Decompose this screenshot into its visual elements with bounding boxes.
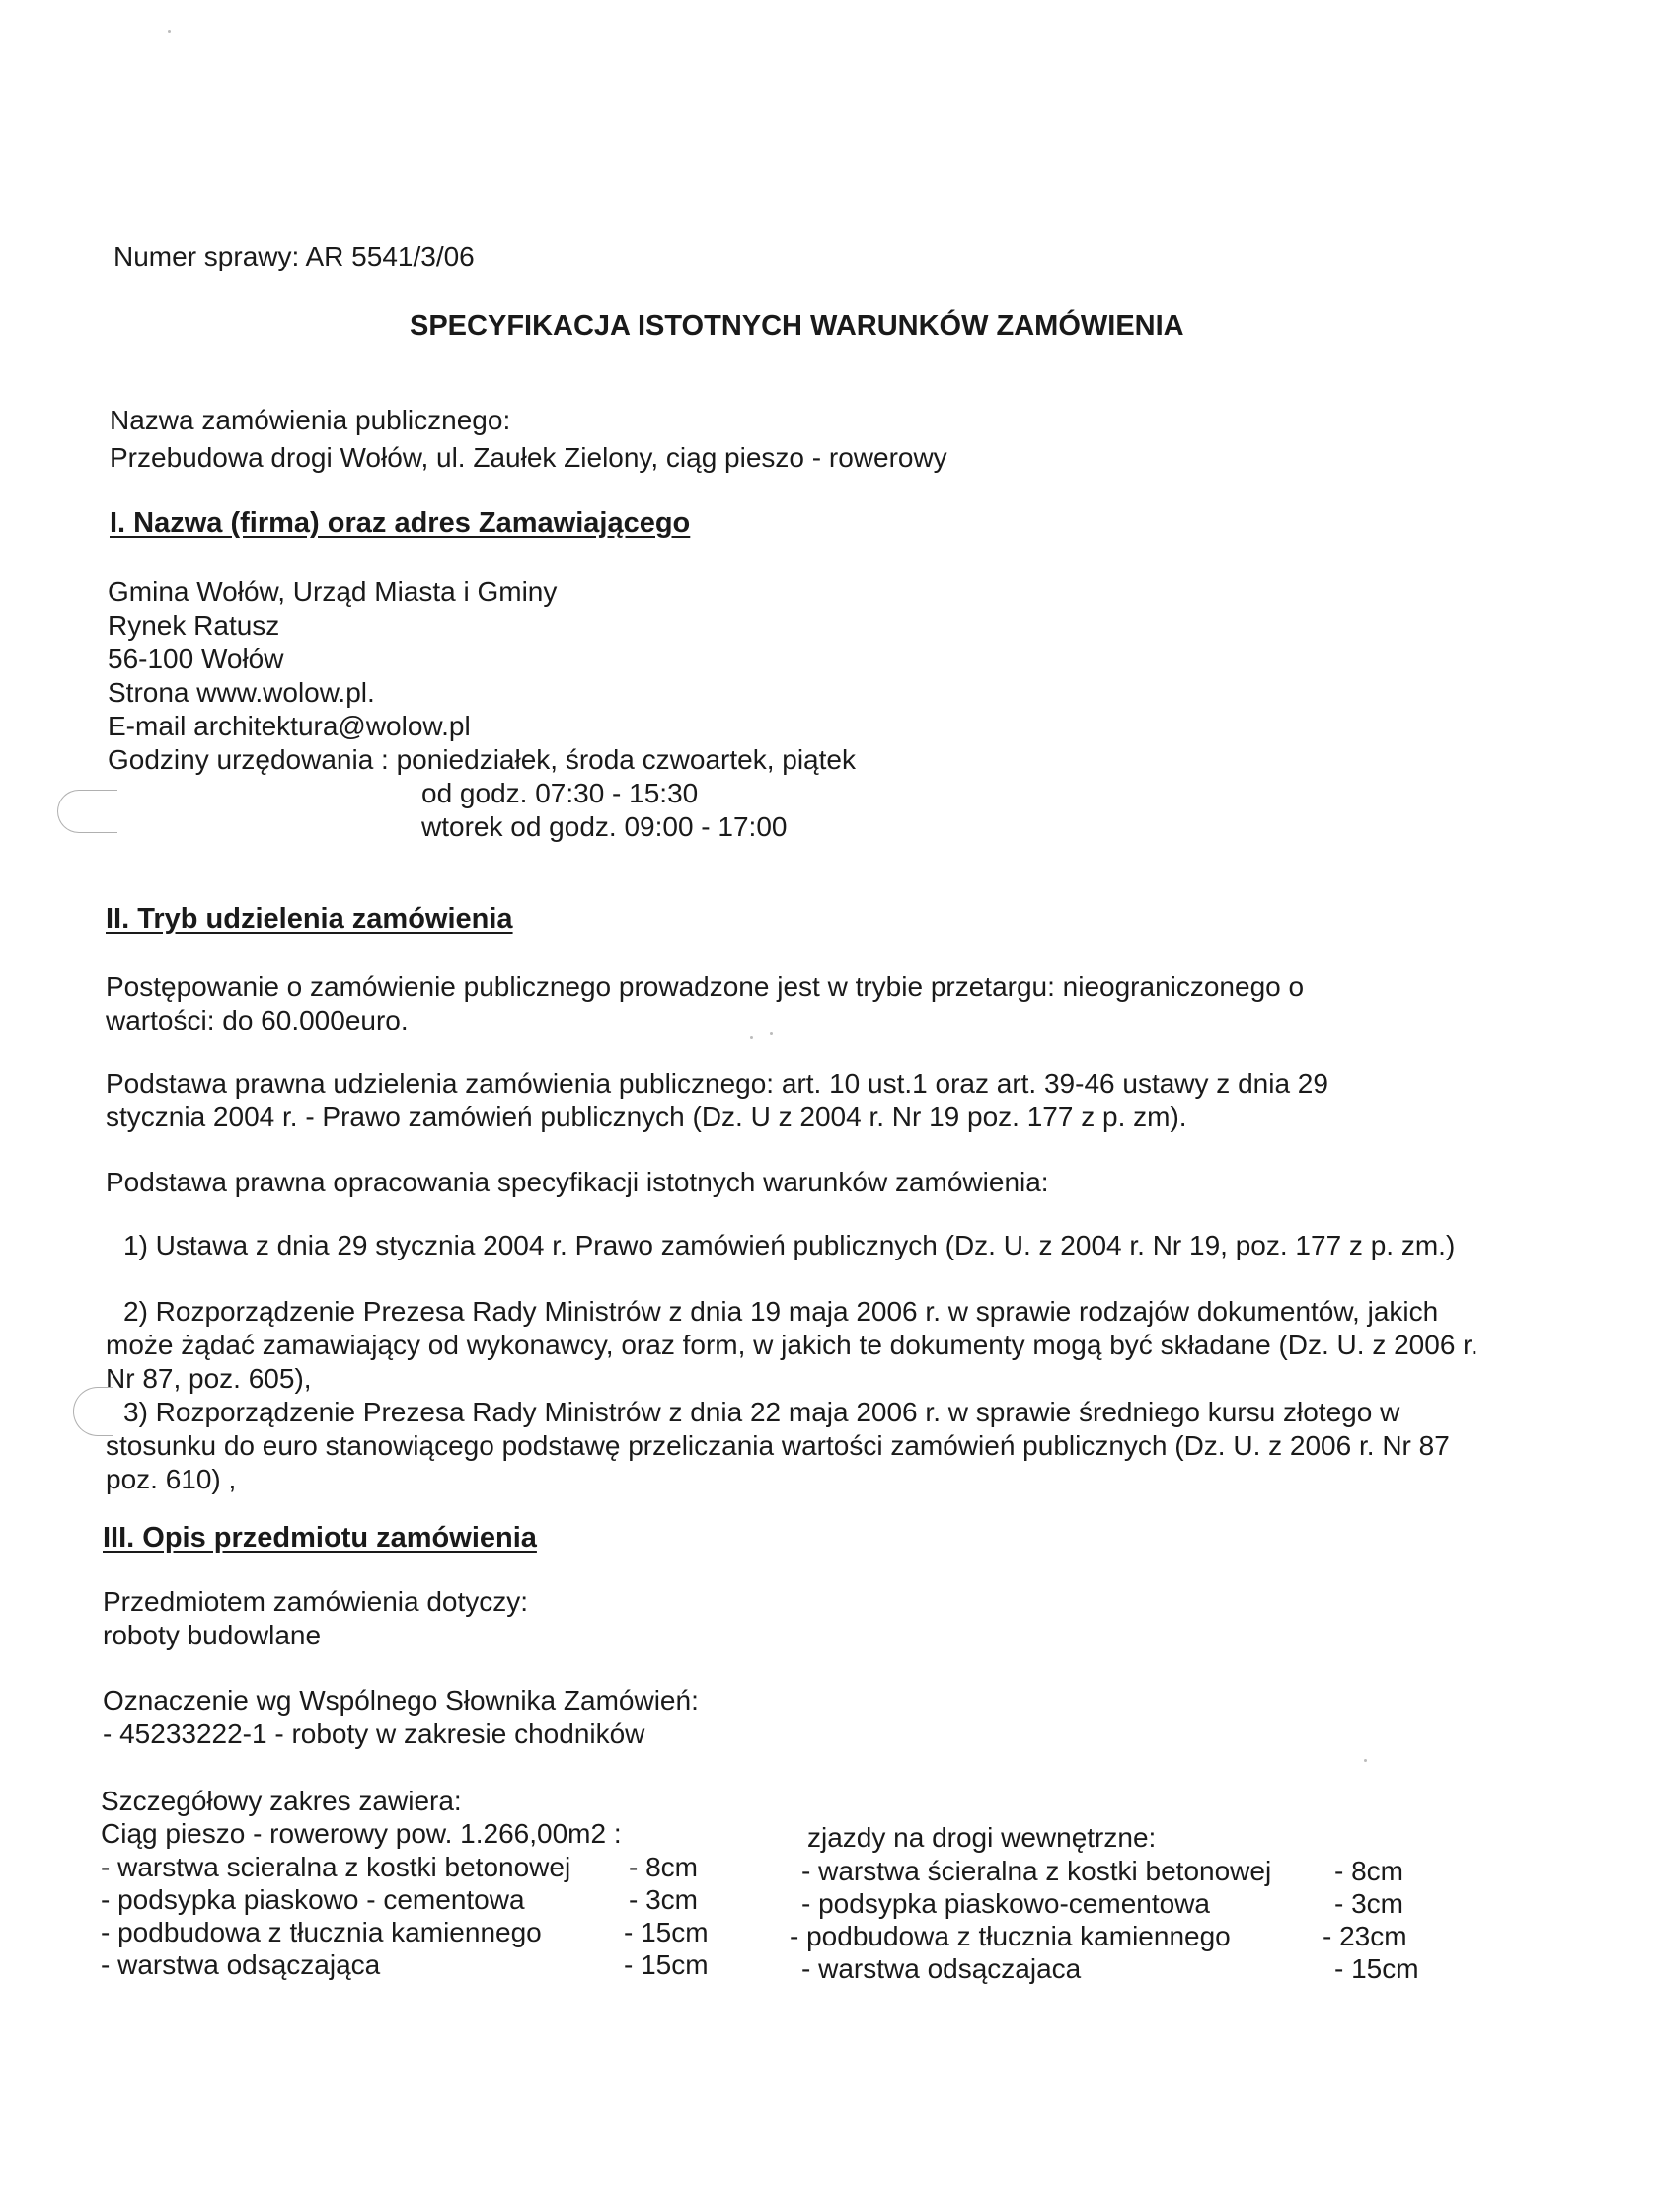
- order-name-label: Nazwa zamówienia publicznego:: [110, 405, 511, 435]
- scan-speck: [168, 30, 171, 33]
- section-1-heading: I. Nazwa (firma) oraz adres Zamawiającego: [110, 507, 691, 539]
- website-line: Strona www.wolow.pl.: [108, 677, 375, 708]
- office-hours-line-3: wtorek od godz. 09:00 - 17:00: [421, 811, 788, 842]
- layer-name: - podsypka piaskowo-cementowa: [801, 1888, 1210, 1919]
- layer-name: - podbudowa z tłucznia kamiennego: [101, 1917, 542, 1947]
- layer-name: - warstwa scieralna z kostki betonowej: [101, 1852, 571, 1882]
- cpv-label: Oznaczenie wg Wspólnego Słownika Zamówień:: [103, 1685, 699, 1716]
- layer-thickness: - 8cm: [629, 1852, 698, 1882]
- layer-thickness: - 23cm: [1323, 1921, 1407, 1951]
- cpv-value: - 45233222-1 - roboty w zakresie chodników: [103, 1718, 645, 1749]
- layer-name: - podsypka piaskowo - cementowa: [101, 1884, 525, 1915]
- section-2-heading: II. Tryb udzielenia zamówienia: [106, 903, 513, 935]
- legal-list-item-1: 1) Ustawa z dnia 29 stycznia 2004 r. Prawo zamówień publicznych (Dz. U. z 2004 r. Nr 19, poz. 177 z p. zm.): [123, 1230, 1456, 1260]
- layer-thickness: - 3cm: [629, 1884, 698, 1915]
- layer-thickness: - 3cm: [1334, 1888, 1403, 1919]
- legal-list-item-3: 3) Rozporządzenie Prezesa Rady Ministrów z dnia 22 maja 2006 r. w sprawie średniego kursu złotego w stosunku do euro stanowiącego podstawę przeliczania wartości zamówień publicznych (Dz. U. z 2006 r. Nr 87 poz. 610) ,: [106, 1397, 1450, 1494]
- subject-label: Przedmiotem zamówienia dotyczy:: [103, 1586, 529, 1617]
- scan-speck: [750, 1036, 753, 1039]
- office-hours-line: Godziny urzędowania : poniedziałek, środa czwoartek, piątek: [108, 744, 856, 775]
- address-line-2: Rynek Ratusz: [108, 610, 280, 641]
- layer-thickness: - 8cm: [1334, 1856, 1403, 1886]
- layer-name: - warstwa ścieralna z kostki betonowej: [801, 1856, 1272, 1886]
- address-line-1: Gmina Wołów, Urząd Miasta i Gminy: [108, 576, 558, 607]
- case-number: Numer sprawy: AR 5541/3/06: [113, 241, 475, 271]
- office-hours-line-2: od godz. 07:30 - 15:30: [421, 778, 699, 808]
- scan-margin-mark: [57, 790, 117, 833]
- order-name-value: Przebudowa drogi Wołów, ul. Zaułek Zielony, ciąg pieszo - rowerowy: [110, 442, 947, 473]
- layer-thickness: - 15cm: [624, 1917, 709, 1947]
- legal-list-item-2: 2) Rozporządzenie Prezesa Rady Ministrów z dnia 19 maja 2006 r. w sprawie rodzajów dokumentów, jakich może żądać zamawiający od wykonawcy, oraz form, w jakich te dokumenty mogą być składane (Dz. U. z 2006 r. Nr 87, poz. 605),: [106, 1296, 1478, 1394]
- subject-value: roboty budowlane: [103, 1620, 322, 1650]
- document-title: SPECYFIKACJA ISTOTNYCH WARUNKÓW ZAMÓWIENIA: [410, 310, 1184, 342]
- driveway-spec-title: zjazdy na drogi wewnętrzne:: [807, 1822, 1157, 1853]
- scan-margin-mark: [73, 1387, 113, 1436]
- layer-thickness: - 15cm: [1334, 1953, 1419, 1984]
- layer-name: - warstwa odsączająca: [101, 1949, 381, 1980]
- scan-speck: [770, 1032, 773, 1035]
- path-spec-title: Ciąg pieszo - rowerowy pow. 1.266,00m2 :: [101, 1818, 622, 1849]
- spec-basis-paragraph: Podstawa prawna opracowania specyfikacji istotnych warunków zamówienia:: [106, 1167, 1049, 1197]
- scope-label: Szczegółowy zakres zawiera:: [101, 1786, 462, 1816]
- layer-name: - warstwa odsączajaca: [801, 1953, 1082, 1984]
- email-line: E-mail architektura@wolow.pl: [108, 711, 471, 741]
- layer-name: - podbudowa z tłucznia kamiennego: [790, 1921, 1231, 1951]
- address-line-3: 56-100 Wołów: [108, 644, 284, 674]
- section-3-heading: III. Opis przedmiotu zamówienia: [103, 1522, 537, 1554]
- scan-speck: [1364, 1759, 1367, 1762]
- layer-thickness: - 15cm: [624, 1949, 709, 1980]
- legal-basis-paragraph: Podstawa prawna udzielenia zamówienia publicznego: art. 10 ust.1 oraz art. 39-46 ustawy z dnia 29 stycznia 2004 r. - Prawo zamówień publicznych (Dz. U z 2004 r. Nr 19 poz. 177 z p. zm).: [106, 1068, 1328, 1132]
- procedure-paragraph: Postępowanie o zamówienie publicznego prowadzone jest w trybie przetargu: nieograniczonego o wartości: do 60.000euro.: [106, 971, 1305, 1035]
